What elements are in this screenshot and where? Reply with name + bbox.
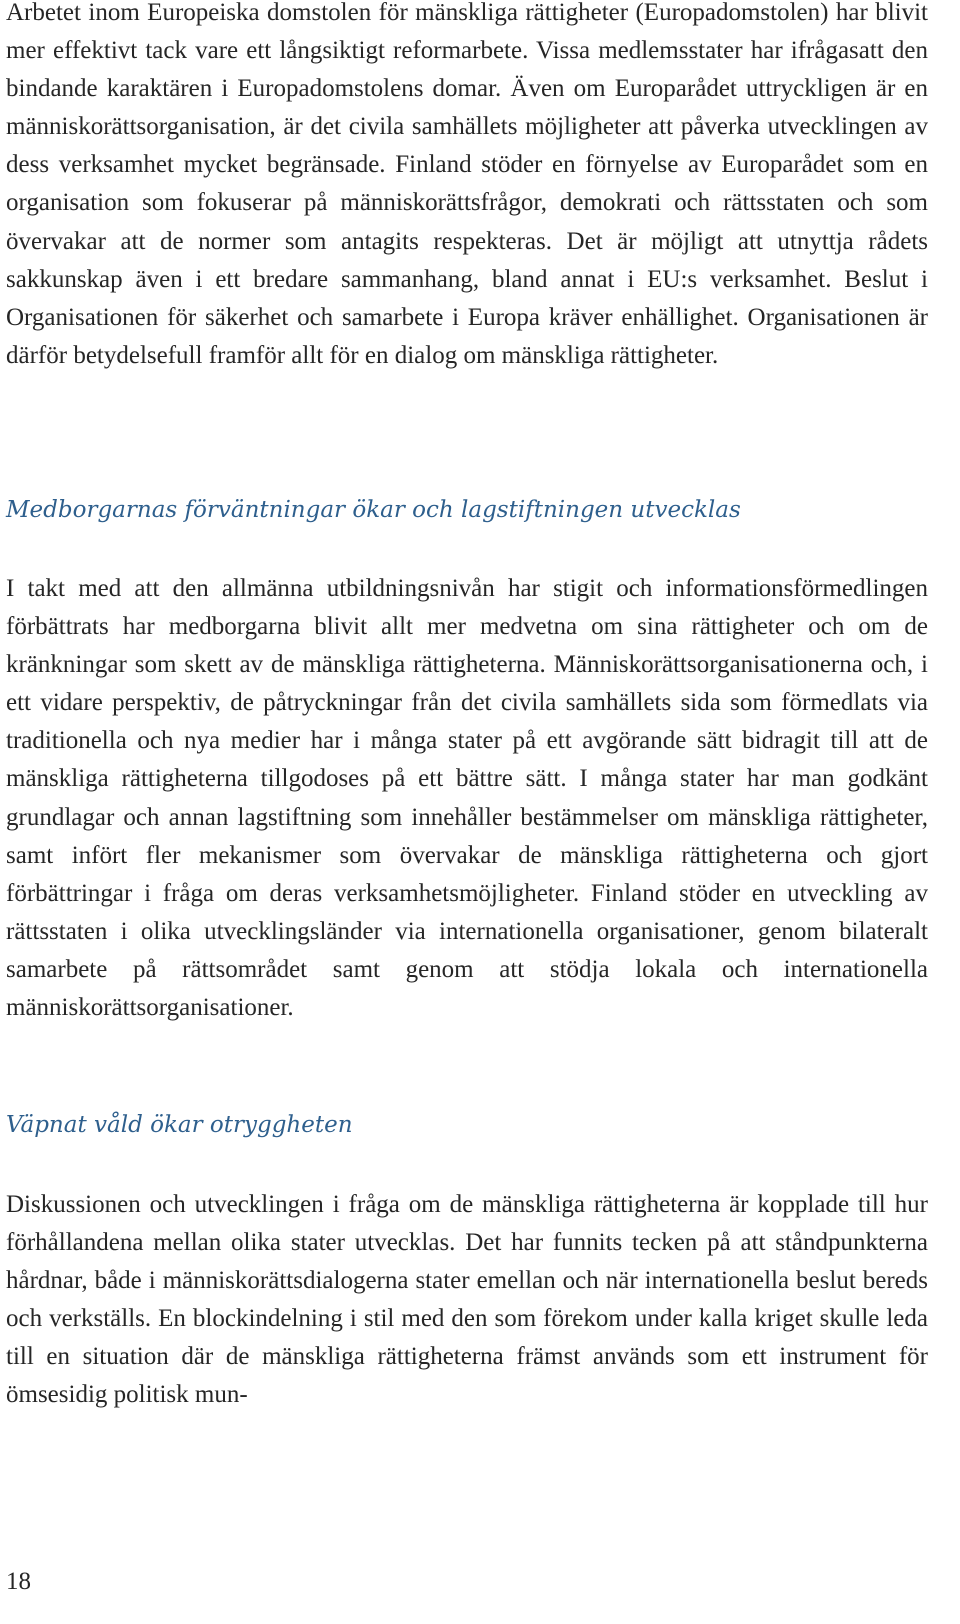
page-number: 18 [6, 1568, 31, 1595]
document-page [6, 0, 928, 1624]
section-heading-citizens-expectations: Medborgarnas förväntningar ökar och lagstiftningen utvecklas [6, 497, 741, 523]
section-heading-armed-violence: Väpnat våld ökar otryggheten [6, 1112, 353, 1138]
body-paragraph-2: I takt med att den allmänna utbildningsnivån har stigit och informationsförmedlingen förbättrats har medborgarna blivit allt mer medvetna om sina rättigheter och om de kränkningar som skett av de mänskliga rättigheterna. Människorättsorganisationerna och, i ett vidare perspektiv, de påtryckningar från det civila samhällets sida som förmedlats via traditionella och nya medier har i många stater på ett avgörande sätt bidragit till att de mänskliga rättigheterna tillgodoses på ett bättre sätt. I många stater har man godkänt grundlagar och annan lagstiftning som innehåller bestämmelser om mänskliga rättigheter, samt infört fler mekanismer som övervakar de mänskliga rättigheterna och gjort förbättringar i fråga om deras verksamhetsmöjligheter. Finland stöder en utveckling av rättsstaten i olika utvecklingsländer via internationella organisationer, genom bilateralt samarbete på rättsområdet samt genom att stödja lokala och internationella människorättsorganisationer. [6, 575, 928, 1022]
body-paragraph-3: Diskussionen och utvecklingen i fråga om de mänskliga rättigheterna är kopplade till hur förhållandena mellan olika stater utvecklas. Det har funnits tecken på att ståndpunkterna hårdnar, både i människorättsdialogerna stater emellan och när internationella beslut bereds och verkställs. En blockindelning i stil med den som förekom under kalla kriget skulle leda till en situation där de mänskliga rättigheterna främst används som ett instrument för ömsesidig politisk mun- [6, 1191, 928, 1409]
body-paragraph-1: Arbetet inom Europeiska domstolen för mänskliga rättigheter (Europadomstolen) har blivit mer effektivt tack vare ett långsiktigt reformarbete. Vissa medlemsstater har ifrågasatt den bindande karaktären i Europadomstolens domar. Även om Europarådet uttryckligen är en människorättsorganisation, är det civila samhällets möjligheter att påverka utvecklingen av dess verksamhet mycket begränsade. Finland stöder en förnyelse av Europarådet som en organisation som fokuserar på människorättsfrågor, demokrati och rättsstaten och som övervakar att de normer som antagits respekteras. Det är möjligt att utnyttja rådets sakkunskap även i ett bredare sammanhang, bland annat i EU:s verksamhet. Beslut i Organisationen för säkerhet och samarbete i Europa kräver enhällighet. Organisationen är därför betydelsefull framför allt för en dialog om mänskliga rättigheter. [6, 0, 928, 369]
